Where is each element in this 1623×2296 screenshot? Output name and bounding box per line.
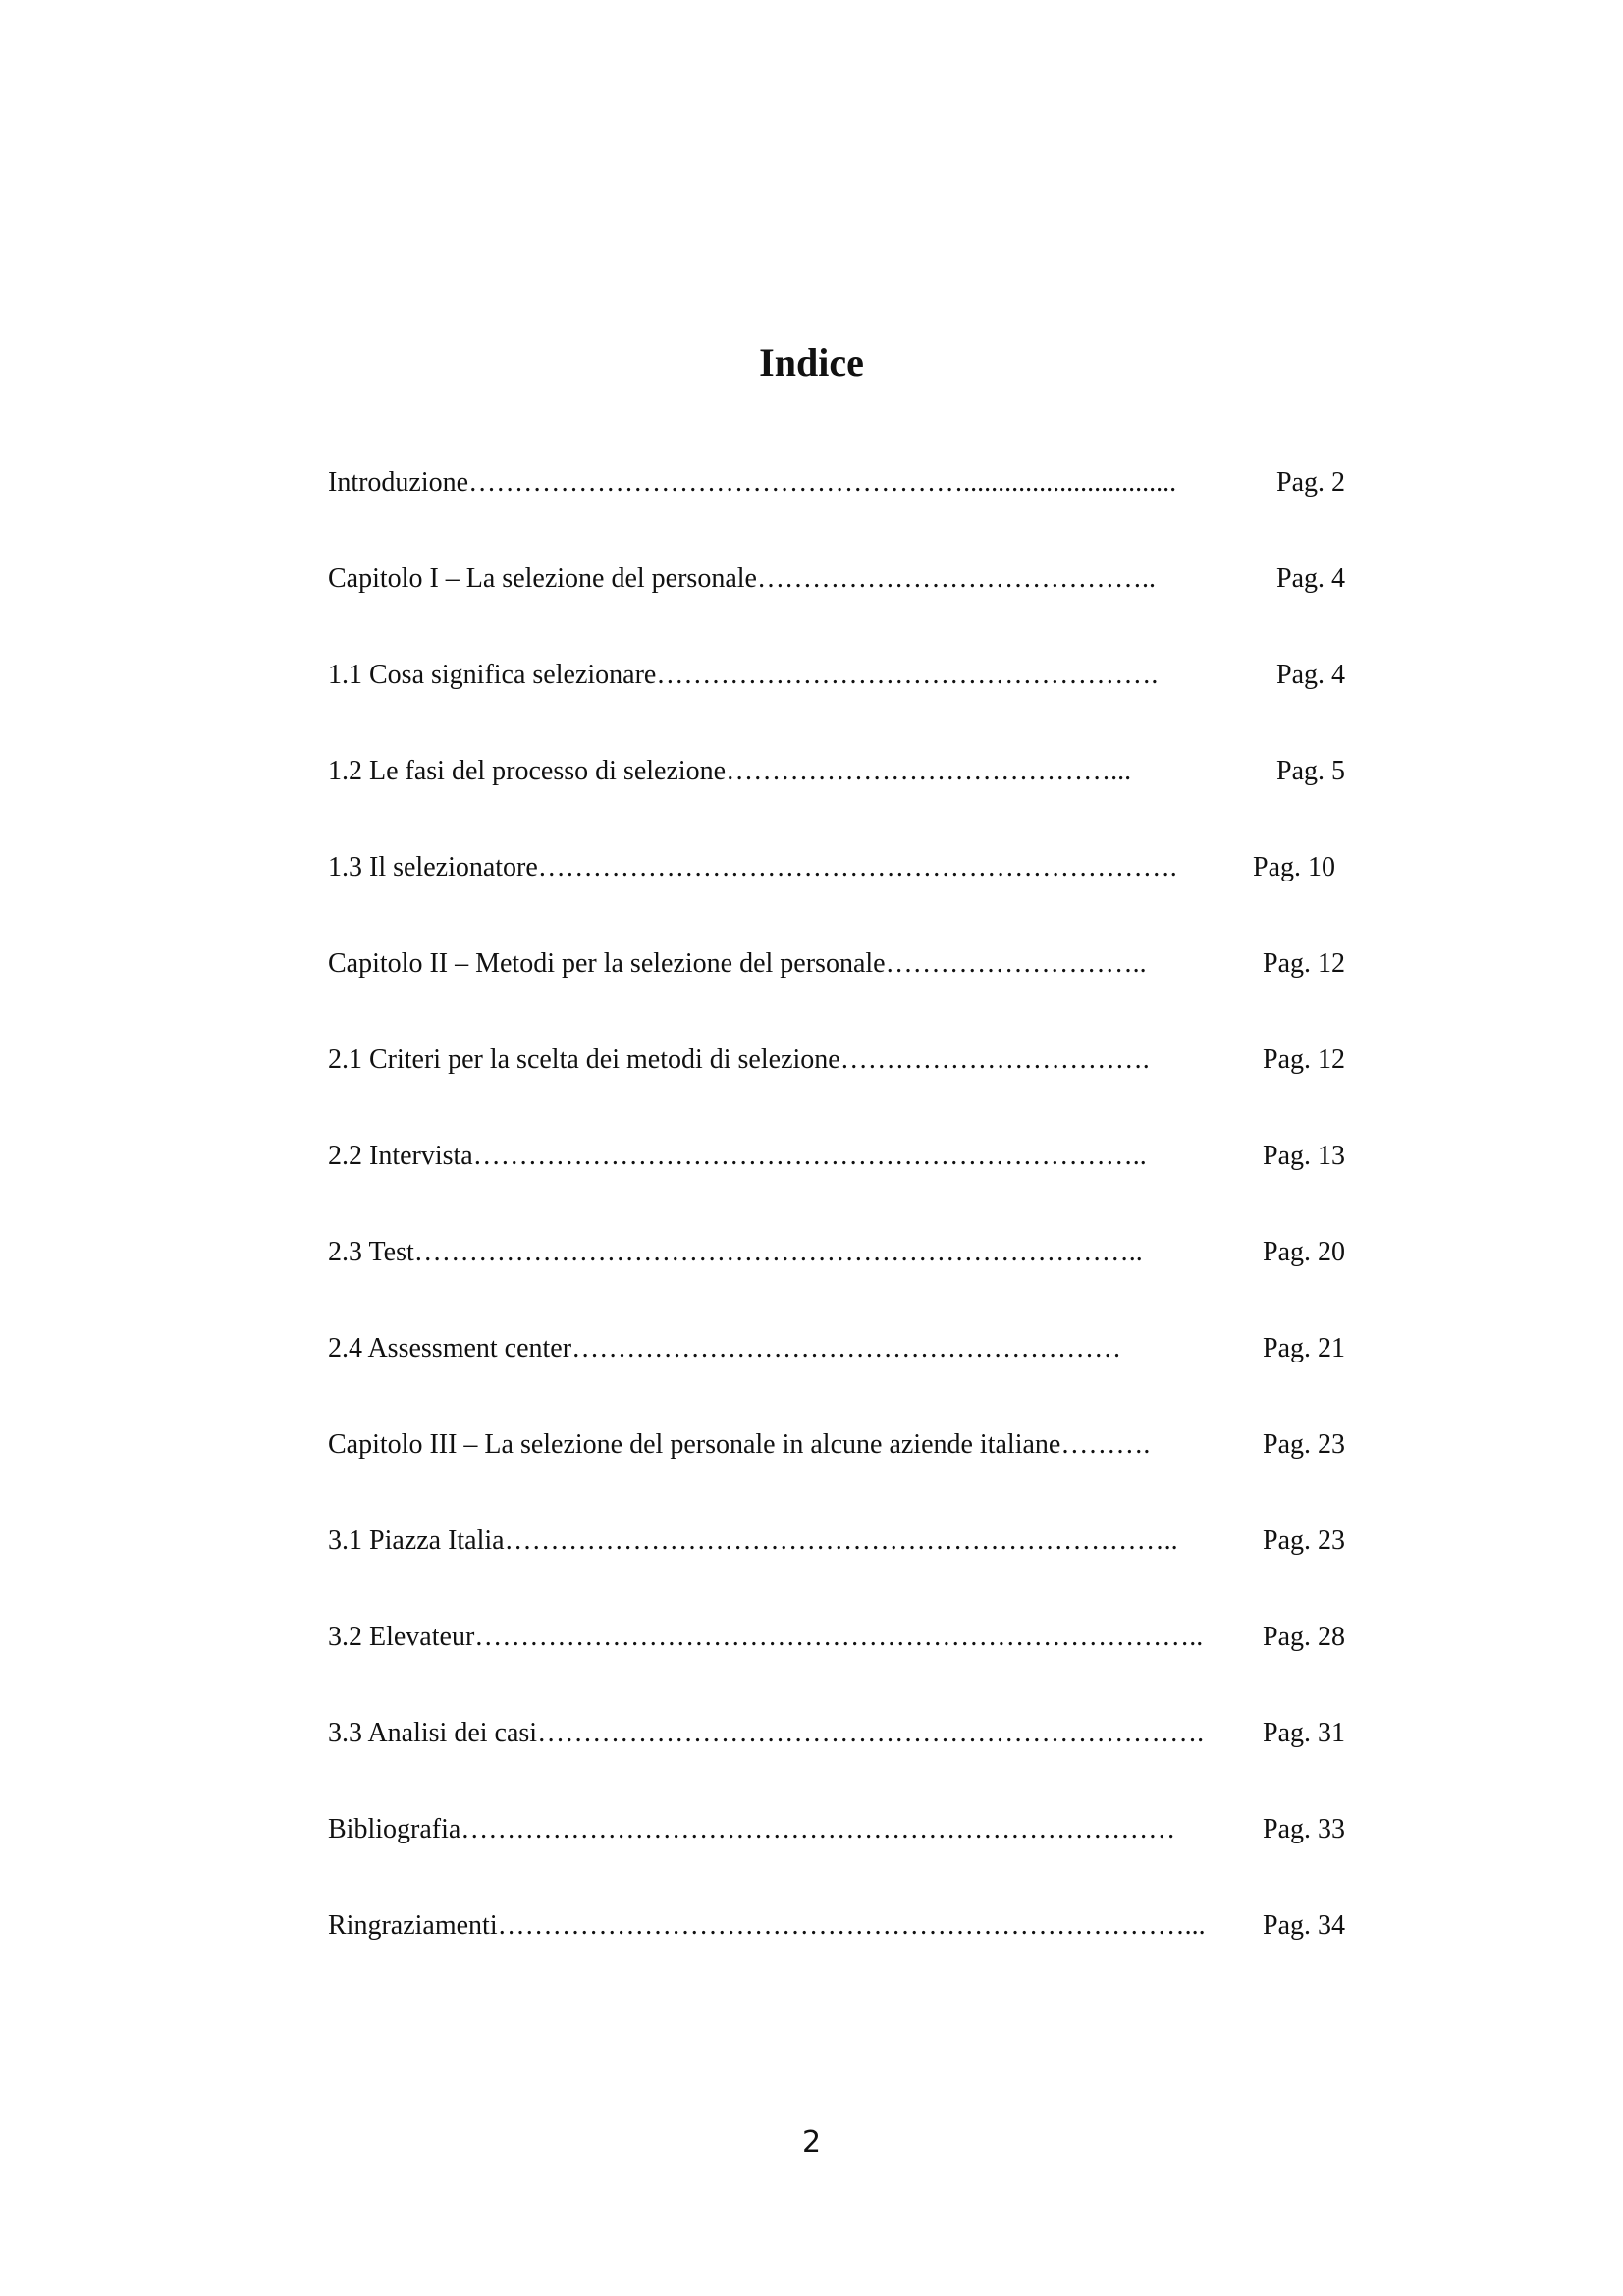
toc-entry-title: 3.2 Elevateur…………………………………………………………………….. <box>328 1622 1204 1652</box>
toc-entry-title: 1.3 Il selezionatore……………………………………………………………. <box>328 852 1177 882</box>
toc-entry-page: Pag. 12 <box>1263 1044 1345 1075</box>
toc-entry-page: Pag. 13 <box>1263 1141 1345 1171</box>
toc-entry-title: Bibliografia…………………………………………………………………… <box>328 1814 1176 1844</box>
toc-entry-page: Pag. 5 <box>1276 756 1345 786</box>
page-number: 2 <box>801 2125 822 2160</box>
toc-entry-2-3[interactable] <box>328 1231 1345 1274</box>
toc-entry-page: Pag. 23 <box>1263 1525 1345 1556</box>
toc-entry-3-2[interactable] <box>328 1616 1345 1659</box>
toc-entry-title: 3.3 Analisi dei casi………………………………………………………………. <box>328 1718 1205 1748</box>
toc-entry-2-2[interactable] <box>328 1135 1345 1178</box>
toc-entry-title: 2.4 Assessment center…………………………………………………… <box>328 1333 1122 1363</box>
toc-entry-2-1[interactable] <box>328 1039 1345 1082</box>
toc-entry-page: Pag. 12 <box>1263 948 1345 979</box>
toc-entry-page: Pag. 20 <box>1263 1237 1345 1267</box>
toc-entry-page: Pag. 34 <box>1263 1910 1345 1941</box>
page-title: Indice <box>759 341 864 385</box>
toc-entry-page: Pag. 10 <box>1253 852 1335 882</box>
toc-entry-bibliografia[interactable] <box>328 1808 1345 1851</box>
toc-entry-page: Pag. 23 <box>1263 1429 1345 1460</box>
toc-entry-page: Pag. 4 <box>1276 563 1345 594</box>
toc-entry-title: Ringraziamenti…………………………………………………………………... <box>328 1910 1206 1941</box>
toc-entry-page: Pag. 21 <box>1263 1333 1345 1363</box>
toc-entry-page: Pag. 4 <box>1276 660 1345 690</box>
toc-entry-1-2[interactable] <box>328 750 1345 793</box>
toc-entry-page: Pag. 28 <box>1263 1622 1345 1652</box>
toc-entry-title: Capitolo I – La selezione del personale…………………………………….. <box>328 563 1156 594</box>
toc-entry-title: 3.1 Piazza Italia……………………………………………………………….. <box>328 1525 1178 1556</box>
toc-entry-page: Pag. 33 <box>1263 1814 1345 1844</box>
toc-entry-page: Pag. 2 <box>1276 467 1345 498</box>
toc-entry-title: 2.1 Criteri per la scelta dei metodi di selezione……………………………. <box>328 1044 1150 1075</box>
toc-entry-3-3[interactable] <box>328 1712 1345 1755</box>
toc-entry-1-3[interactable] <box>328 846 1345 889</box>
toc-entry-capitolo-2[interactable] <box>328 942 1345 986</box>
toc-entry-capitolo-3[interactable] <box>328 1423 1345 1467</box>
toc-entry-1-1[interactable] <box>328 654 1345 697</box>
toc-entry-title: Capitolo III – La selezione del personale in alcune aziende italiane………. <box>328 1429 1151 1460</box>
toc-entry-title: 2.3 Test…………………………………………………………………….. <box>328 1237 1143 1267</box>
toc-entry-title: 1.1 Cosa significa selezionare………………………………………………. <box>328 660 1159 690</box>
toc-entry-title: 2.2 Intervista……………………………………………………………….. <box>328 1141 1147 1171</box>
toc-entry-3-1[interactable] <box>328 1520 1345 1563</box>
toc-entry-ringraziamenti[interactable] <box>328 1904 1345 1948</box>
toc-entry-2-4[interactable] <box>328 1327 1345 1370</box>
toc-entry-capitolo-1[interactable] <box>328 558 1345 601</box>
toc-entry-introduzione[interactable] <box>328 461 1345 505</box>
toc-entry-title: Capitolo II – Metodi per la selezione del personale……………………….. <box>328 948 1147 979</box>
toc-entry-page: Pag. 31 <box>1263 1718 1345 1748</box>
toc-entry-title: Introduzione………………………………………………............................... <box>328 467 1177 498</box>
toc-entry-title: 1.2 Le fasi del processo di selezione……………………………………... <box>328 756 1132 786</box>
